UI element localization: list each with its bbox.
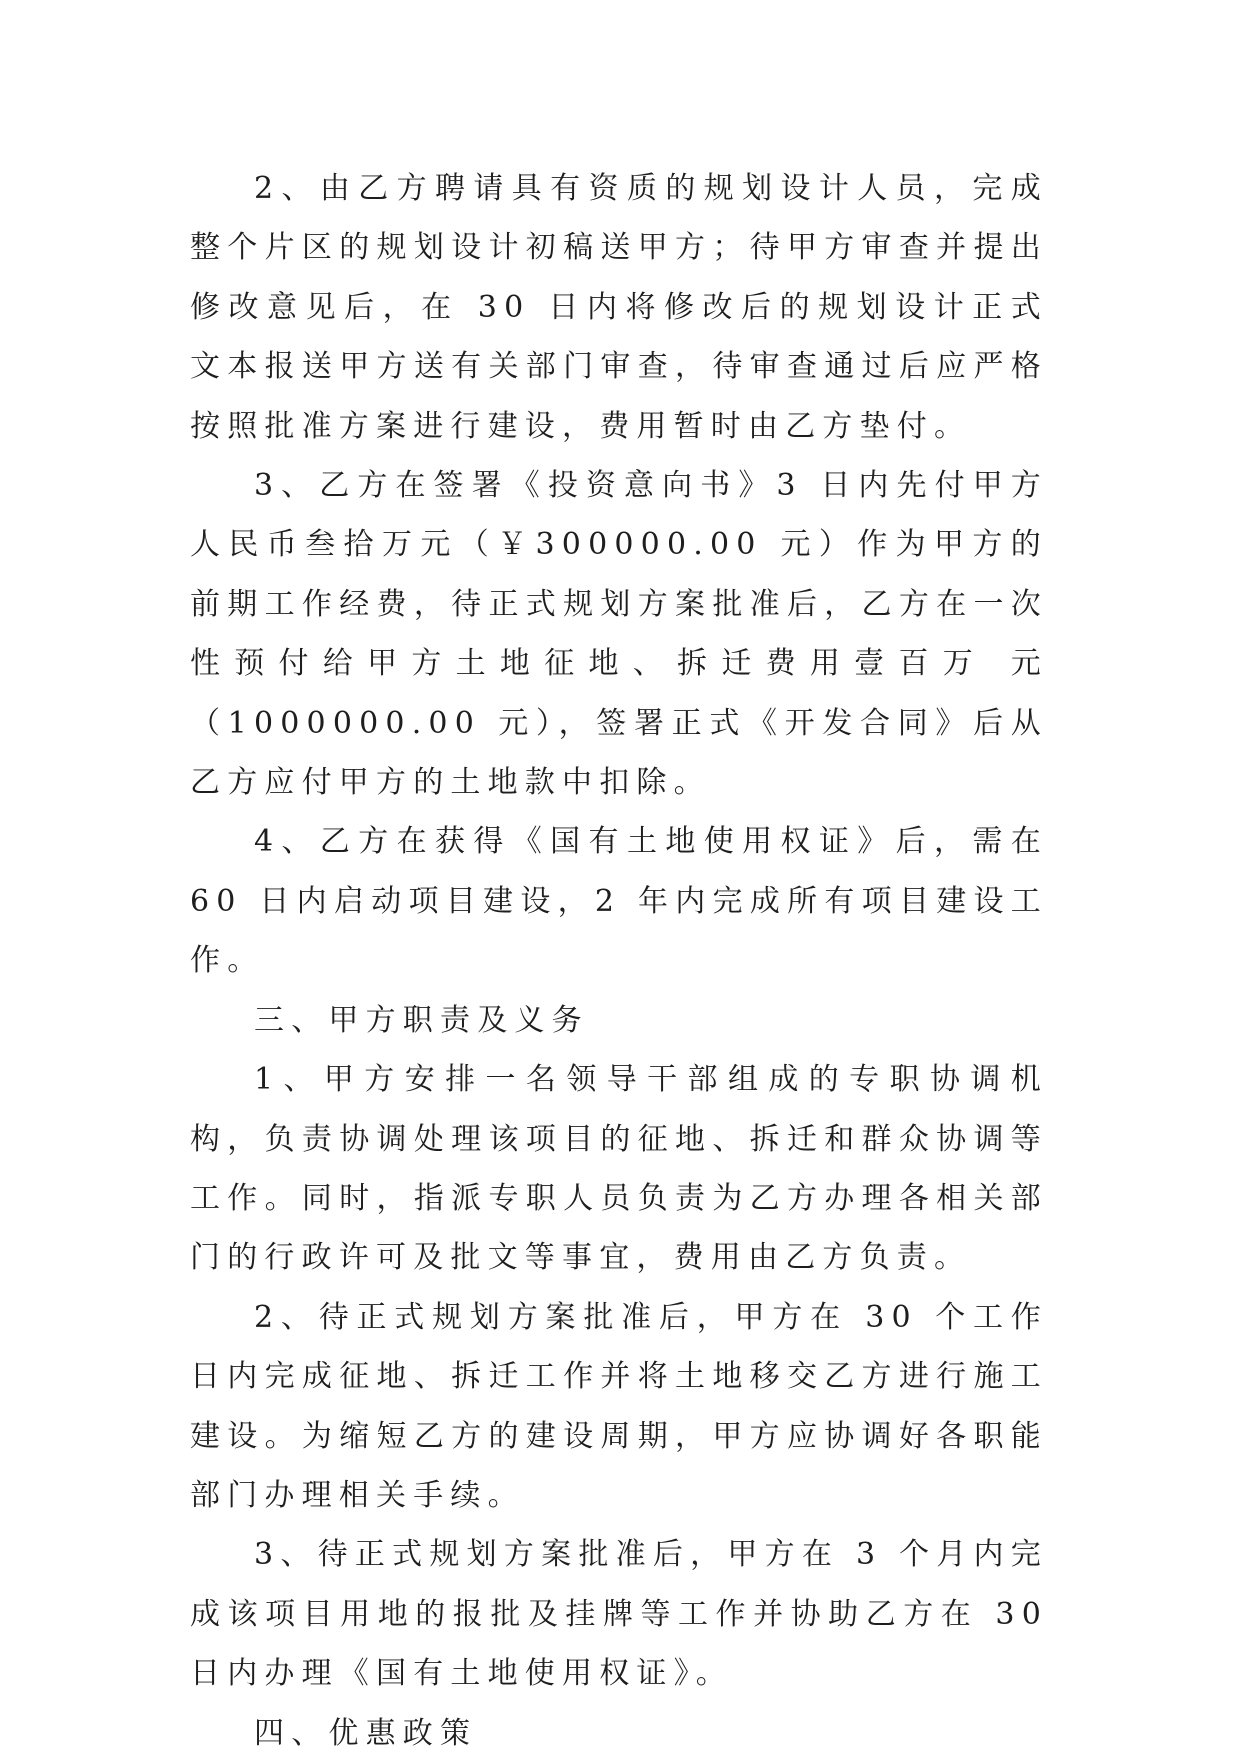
section-heading-party-a-duties: 三、甲方职责及义务 [254, 1002, 589, 1038]
section-heading-preferential-policy: 四、优惠政策 [254, 1715, 478, 1751]
paragraph-duty-2-land-transfer: 2、待正式规划方案批准后，甲方在 30 个工作日内完成征地、拆迁工作并将土地移交乙方进行施工建设。为缩短乙方的建设周期，甲方应协调好各职能部门办理相关手续。 [190, 1299, 1048, 1513]
paragraph-clause-2-planning: 2、由乙方聘请具有资质的规划设计人员，完成整个片区的规划设计初稿送甲方；待甲方审查并提出修改意见后，在 30 日内将修改后的规划设计正式文本报送甲方送有关部门审查，待审查通过后应严格按照批准方案进行建设，费用暂时由乙方垫付。 [190, 171, 1048, 444]
paragraph-duty-3-land-certificate: 3、待正式规划方案批准后，甲方在 3 个月内完成该项目用地的报批及挂牌等工作并协助乙方在 30 日内办理《国有土地使用权证》。 [190, 1537, 1048, 1692]
paragraph-clause-3-payment: 3、乙方在签署《投资意向书》3 日内先付甲方人民币叁拾万元（￥300000.00 元）作为甲方的前期工作经费，待正式规划方案批准后，乙方在一次性预付给甲方土地征地、拆迁费用壹百万 元（1000000.00 元），签署正式《开发合同》后从乙方应付甲方的土地款中扣除。 [190, 468, 1048, 801]
paragraph-clause-4-construction: 4、乙方在获得《国有土地使用权证》后，需在 60 日内启动项目建设，2 年内完成所有项目建设工作。 [190, 824, 1048, 979]
document-body [190, 159, 1048, 1763]
paragraph-duty-1-coordination: 1、甲方安排一名领导干部组成的专职协调机构，负责协调处理该项目的征地、拆迁和群众协调等工作。同时，指派专职人员负责为乙方办理各相关部门的行政许可及批文等事宜，费用由乙方负责。 [190, 1062, 1048, 1276]
